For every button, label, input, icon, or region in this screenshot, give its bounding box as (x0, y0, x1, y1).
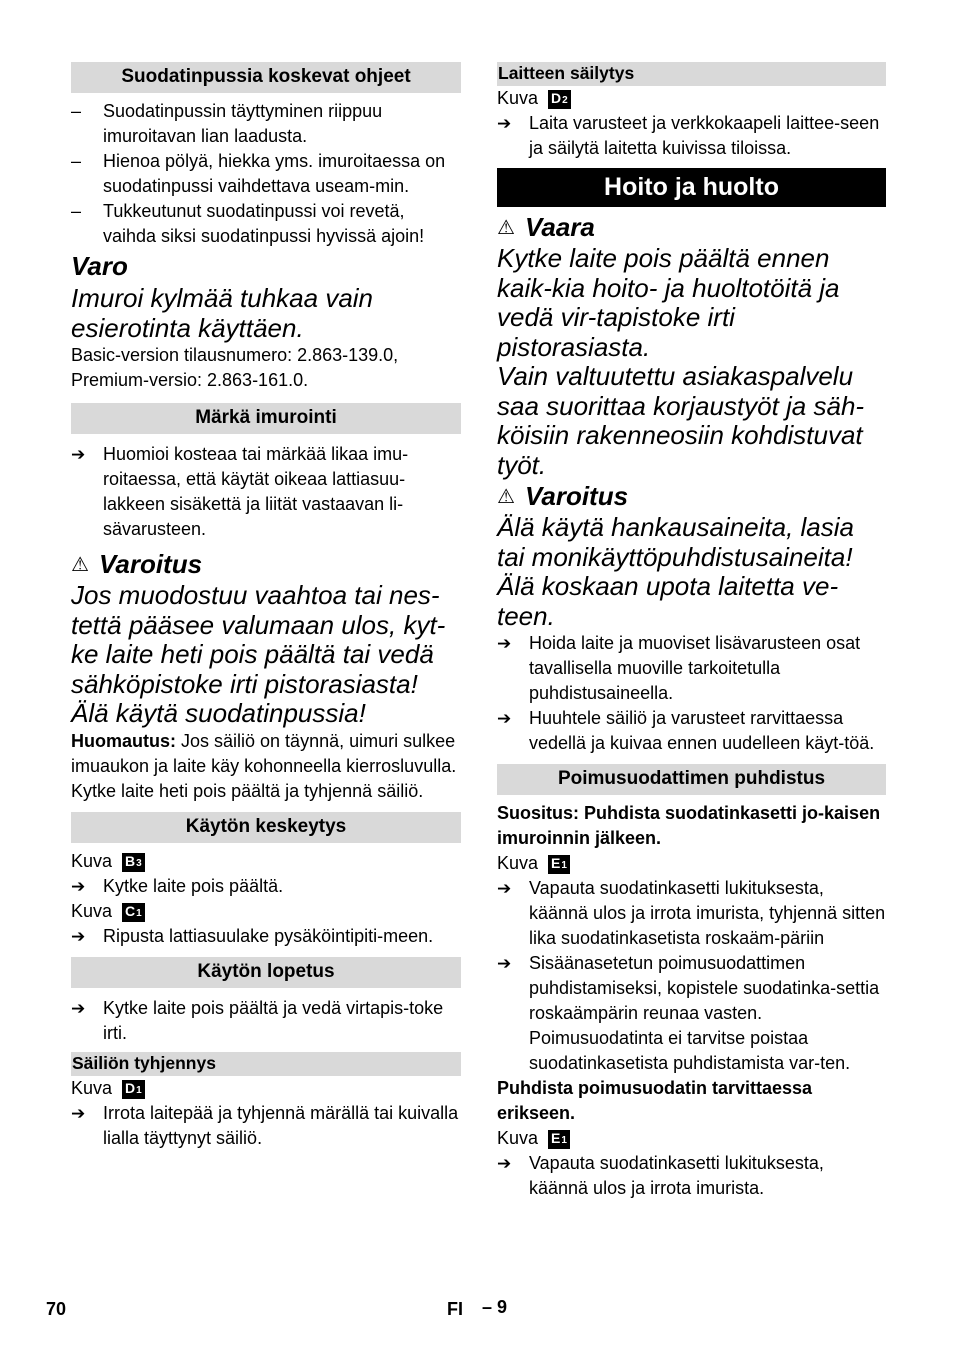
figure-badge: C1 (122, 903, 145, 922)
arrow-right-icon: ➔ (71, 998, 86, 1018)
list-item-text: Irrota laitepää ja tyhjennä märällä tai kuivalla lialla täyttynyt säiliö. (103, 1102, 459, 1148)
figure-badge: B3 (122, 853, 145, 872)
list-item (71, 199, 461, 249)
figure-reference (497, 86, 886, 111)
list-item-text: Kytke laite pois päältä ja vedä virtapis-toke irti. (103, 997, 444, 1043)
arrow-right-icon: ➔ (71, 876, 86, 896)
list-item (497, 706, 886, 756)
list-item-text: Sisäänasetetun poimusuodattimen puhdistamiseksi, kopistele suodatinka-settia roskaämpärin reunaa vasten. Poimusuodatinta ei tarvitse poistaa suodatinkasetista puhdistamista var-ten. (529, 953, 880, 1073)
figure-badge: E1 (548, 1130, 570, 1149)
figure-label: Kuva (497, 1128, 539, 1148)
warning-triangle-icon: ⚠ (71, 554, 89, 576)
list-item (71, 874, 461, 899)
figure-label: Kuva (497, 88, 539, 108)
list-item (497, 951, 886, 1076)
danger-title (497, 211, 886, 244)
caution-title: Varo (71, 251, 128, 281)
list-item-text: Vapauta suodatinkasetti lukituksesta, käännä ulos ja irrota imurista. (529, 1153, 824, 1198)
list-item-text: Hoida laite ja muoviset lisävarusteen osat tavallisella muoville tarkoitetulla puhdistusaineella. (529, 633, 861, 703)
section-heading-storage: Laitteen säilytys (497, 62, 886, 86)
danger-body-1: Kytke laite pois päältä ennen kaik-kia hoito- ja huoltotöitä ja vedä vir-tapistoke irti pistorasiasta. (497, 243, 840, 362)
page-number: 70 (46, 1299, 67, 1319)
note-text: Jos säiliö on täynnä, uimuri sulkee imuaukon ja laite käy kohonneella kierrosluvulla. Kytke laite heti pois päältä ja tyhjennä säiliö. (71, 730, 457, 801)
list-item (497, 111, 886, 161)
figure-reference (497, 1126, 886, 1151)
warning-body: Älä käytä hankausaineita, lasia tai monikäyttöpuhdistusaineita! Älä koskaan upota laitetta ve-teen. (497, 512, 855, 631)
section-page-number: – 9 (482, 1297, 508, 1317)
figure-label: Kuva (71, 900, 113, 921)
figure-label: Kuva (71, 1077, 113, 1098)
left-column (71, 62, 461, 1151)
danger-body-2: Vain valtuutettu asiakaspalvelu saa suorittaa korjaustyöt ja säh-köisiin rakenneosiin kohdistuvat työt. (497, 361, 865, 480)
dash-bullet: – (71, 151, 82, 171)
figure-badge: D1 (122, 1080, 145, 1099)
warning-title (497, 480, 886, 513)
note-label: Huomautus: (71, 730, 176, 751)
list-item (71, 99, 461, 149)
list-item-text: Huuhtele säiliö ja varusteet rarvittaessa vedellä ja kuivaa ennen uudelleen käyt-töä. (529, 708, 875, 753)
dash-bullet: – (71, 101, 82, 121)
section-heading-pleated-filter: Poimusuodattimen puhdistus (497, 764, 886, 795)
figure-reference (497, 851, 886, 876)
arrow-right-icon: ➔ (497, 709, 512, 728)
list-item (71, 1101, 461, 1151)
warning-body: Jos muodostuu vaahtoa tai nes-tettä pääsee valumaan ulos, kyt-ke laite heti pois päältä tai vedä sähköpistoke irti pistorasiasta! Älä käytä suodatinpussia! (71, 580, 446, 728)
warning-triangle-icon: ⚠ (497, 217, 515, 239)
caution-body: Imuroi kylmää tuhkaa vain esierotinta käyttäen. (71, 283, 374, 343)
arrow-right-icon: ➔ (497, 114, 512, 133)
arrow-right-icon: ➔ (71, 445, 86, 464)
right-column (497, 62, 886, 1201)
danger-title-text: Vaara (525, 212, 595, 242)
figure-label: Kuva (497, 853, 539, 873)
note-paragraph (71, 729, 461, 804)
section-heading-end-operation: Käytön lopetus (71, 957, 461, 988)
chapter-heading-care: Hoito ja huolto (497, 168, 886, 207)
arrow-right-icon: ➔ (71, 926, 86, 946)
list-item (71, 442, 461, 542)
section-heading-wet-vacuuming: Märkä imurointi (71, 403, 461, 434)
list-item (497, 1151, 886, 1201)
list-item (71, 996, 461, 1046)
arrow-right-icon: ➔ (497, 879, 512, 898)
warning-triangle-icon: ⚠ (497, 486, 515, 508)
dash-bullet: – (71, 201, 82, 221)
order-numbers-note: Basic-version tilausnumero: 2.863-139.0, Premium-versio: 2.863-161.0. (71, 345, 399, 390)
list-item-text: Ripusta lattiasuulake pysäköintipiti-meen. (103, 925, 434, 946)
list-item (71, 149, 461, 199)
section-heading-filter-bag: Suodatinpussia koskevat ohjeet (71, 62, 461, 93)
list-item-text: Tukkeutunut suodatinpussi voi revetä, vaihda siksi suodatinpussi hyvissä ajoin! (103, 201, 425, 246)
arrow-right-icon: ➔ (497, 954, 512, 973)
arrow-right-icon: ➔ (71, 1103, 86, 1123)
figure-badge: E1 (548, 855, 570, 874)
figure-reference (71, 899, 461, 924)
figure-badge: D2 (548, 90, 571, 109)
warning-title (71, 548, 461, 581)
figure-label: Kuva (71, 850, 113, 871)
language-code: FI (447, 1299, 463, 1319)
list-item (497, 631, 886, 706)
list-item-text: Laita varusteet ja verkkokaapeli laittee-seen ja säilytä laitetta kuivissa tiloissa. (529, 113, 880, 158)
list-item-text: Huomioi kosteaa tai märkää likaa imu-roitaessa, että käytät oikeaa lattiasuu-lakkeen sisäkettä ja liität vastaavan li-sävarusteen. (103, 444, 409, 539)
arrow-right-icon: ➔ (497, 634, 512, 653)
arrow-right-icon: ➔ (497, 1154, 512, 1173)
list-item (71, 924, 461, 949)
list-item-text: Suodatinpussin täyttyminen riippuu imuroitavan lian laadusta. (103, 101, 383, 146)
list-item-text: Vapauta suodatinkasetti lukituksesta, käännä ulos ja irrota imurista, tyhjennä sitten lika suodatinkasetista roskaäm-päriin (529, 878, 886, 948)
warning-title-text: Varoitus (525, 481, 629, 511)
figure-reference (71, 1076, 461, 1101)
figure-reference (71, 849, 461, 874)
warning-title-text: Varoitus (99, 549, 203, 579)
list-item-text: Kytke laite pois päältä. (103, 875, 284, 896)
section-heading-empty-container: Säiliön tyhjennys (71, 1052, 461, 1076)
recommendation-text: Suositus: Puhdista suodatinkasetti jo-kaisen imuroinnin jälkeen. (497, 803, 881, 848)
section-heading-interrupt: Käytön keskeytys (71, 812, 461, 843)
list-item (497, 876, 886, 951)
list-item-text: Hienoa pölyä, hiekka yms. imuroitaessa on suodatinpussi vaihdettava useam-min. (103, 151, 446, 196)
clean-separately-text: Puhdista poimusuodatin tarvittaessa erikseen. (497, 1078, 813, 1123)
